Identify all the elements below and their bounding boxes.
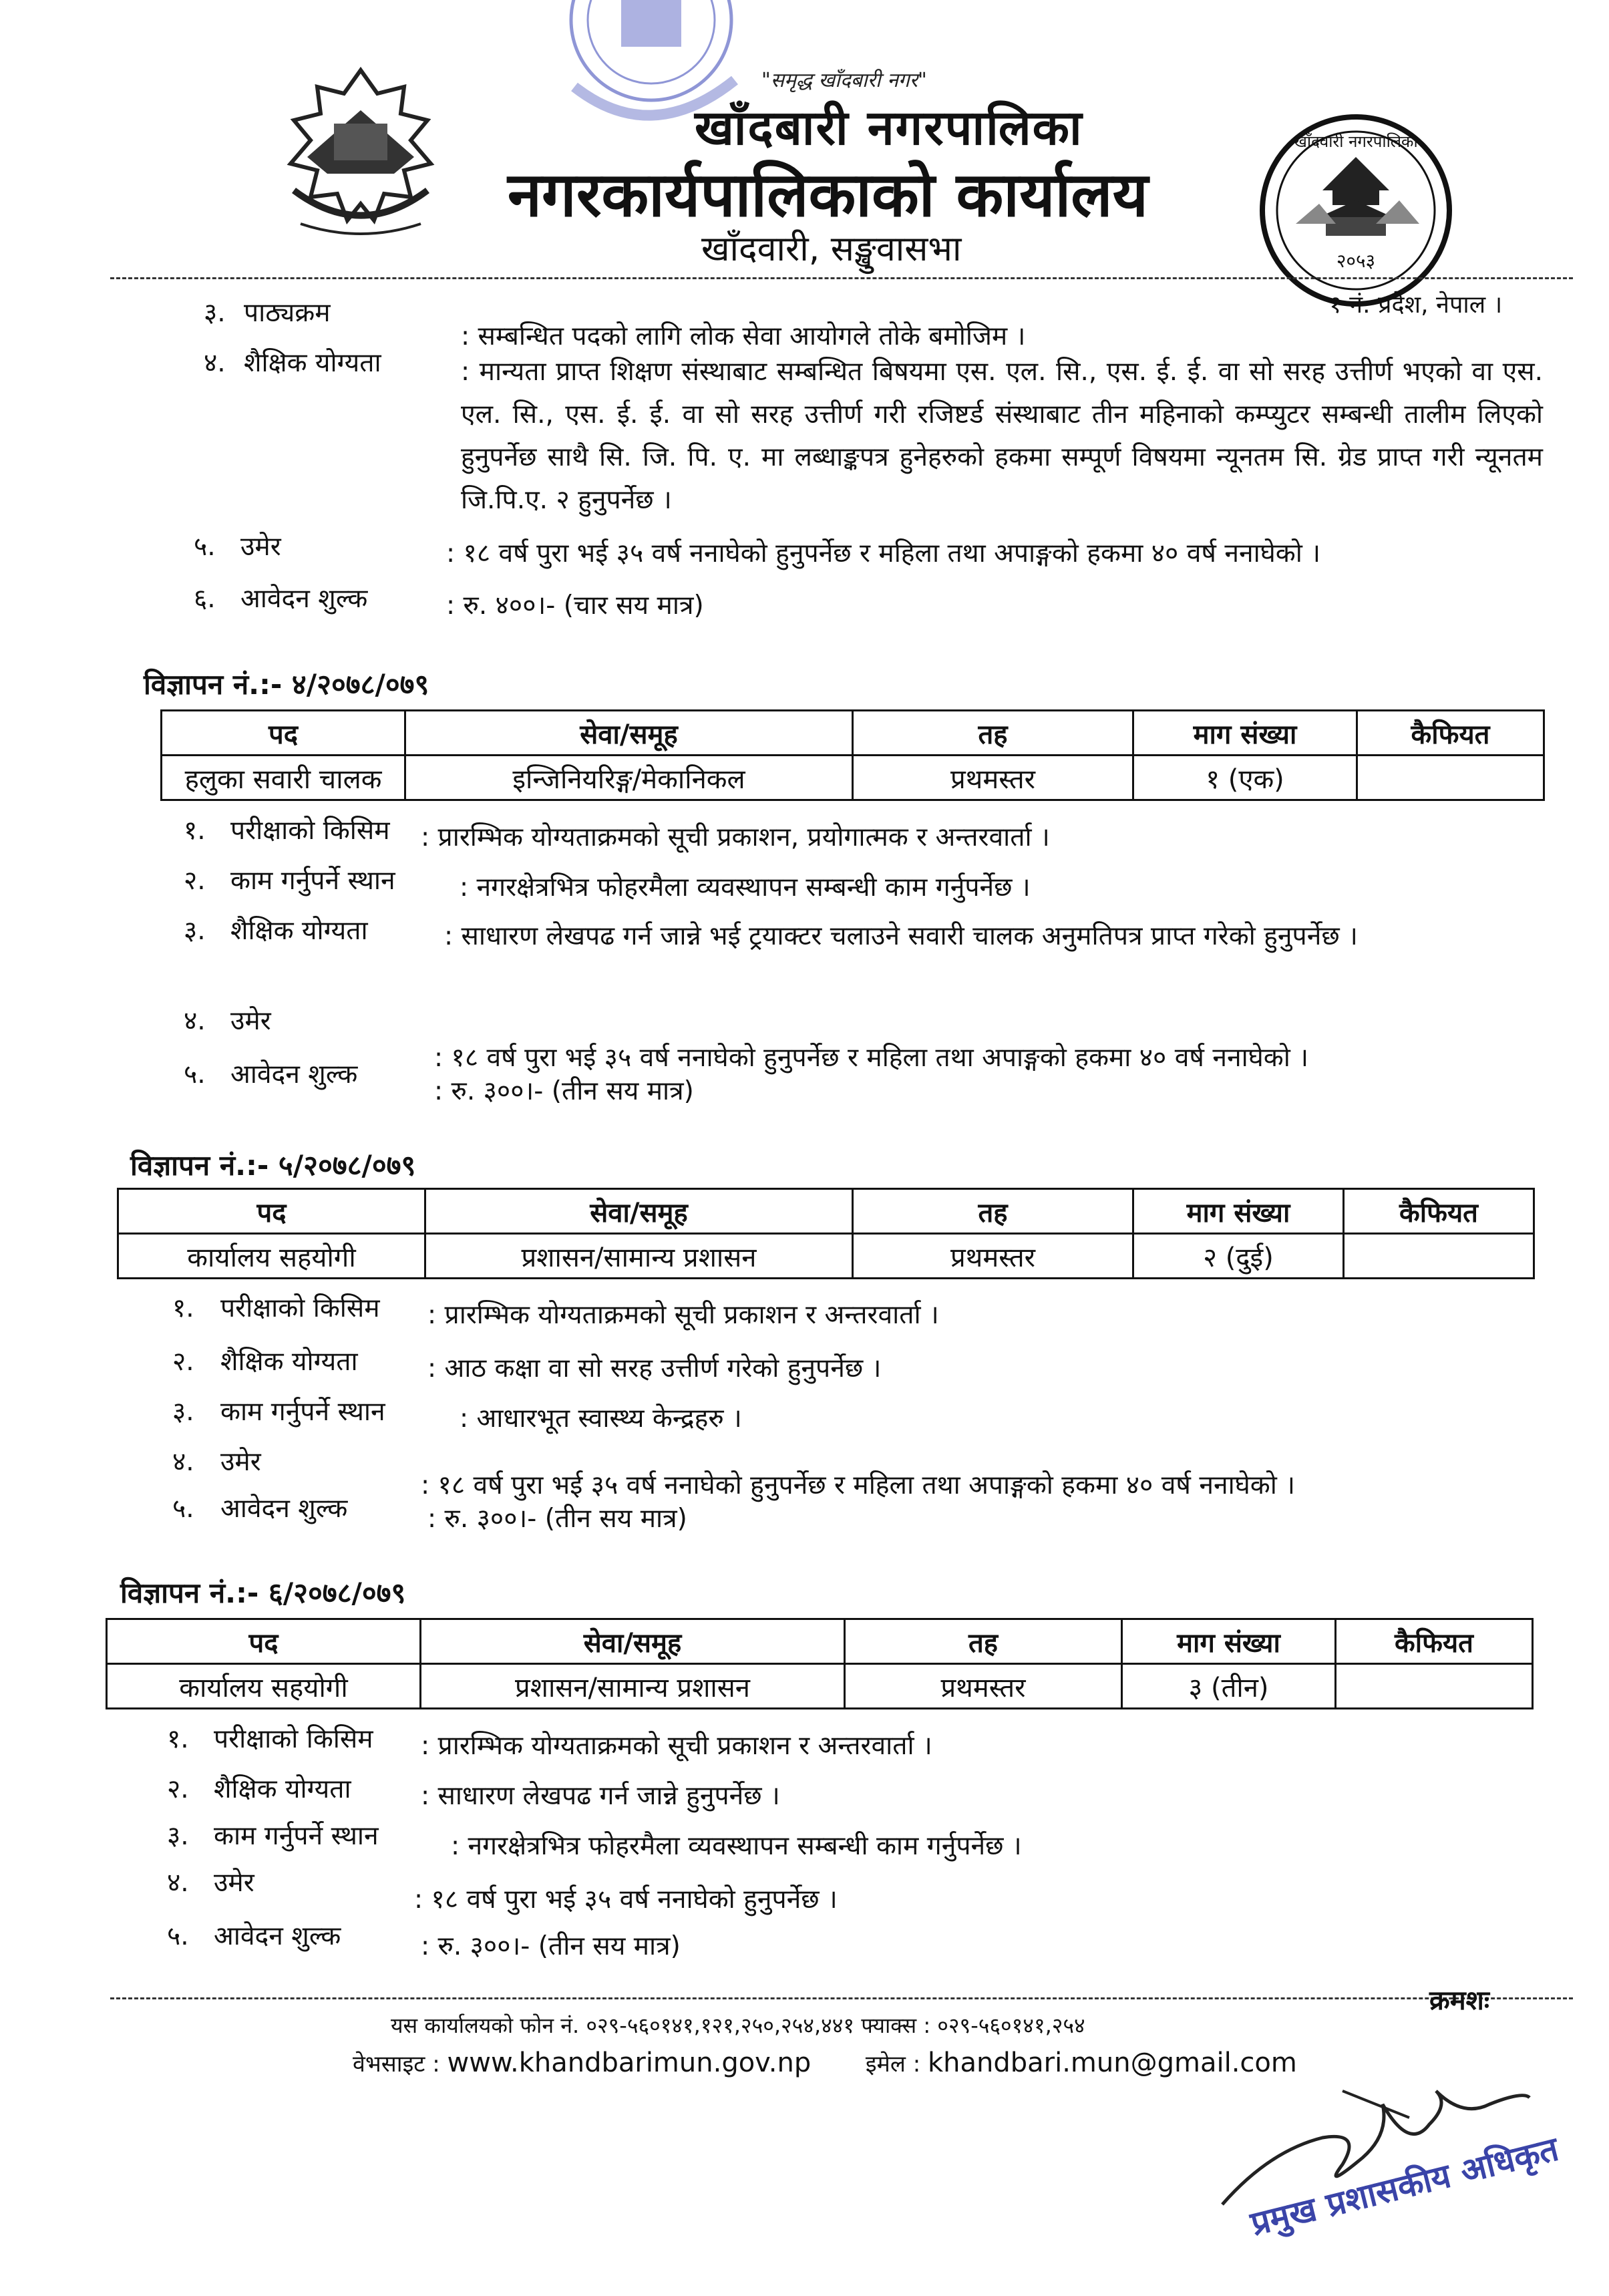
web-info: [353, 2047, 1297, 2078]
continued-label: क्रमशः: [1429, 1985, 1489, 2016]
item-label: आवेदन शुल्क: [230, 1059, 358, 1090]
header-demand-count: माग संख्या: [1133, 1189, 1344, 1234]
item-num: ३.: [204, 298, 226, 328]
item-value: : रु. ४००।- (चार सय मात्र): [446, 591, 704, 621]
item-value: : १८ वर्ष पुरा भई ३५ वर्ष ननाघेको हुनुपर्नेछ र महिला तथा अपाङ्गको हकमा ४० वर्ष ननाघेको ।: [421, 1470, 1296, 1500]
item-num: ५.: [184, 1059, 206, 1090]
item-value: : मान्यता प्राप्त शिक्षण संस्थाबाट सम्बन्धित बिषयमा एस. एल. सि., एस. ई. ई. वा सो सरह उत्तीर्ण भएको वा एस. एल. सि., एस. ई. ई. वा सो सरह उत्तीर्ण गरी रजिष्टर्ड संस्थाबाट तीन महिनाको कम्प्युटर सम्बन्धी तालीम लिएको हुनुपर्नेछ साथै सि. जि. पि. ए. मा लब्धाङ्कपत्र हुनेहरुको हकमा सम्पूर्ण विषयमा न्यूनतम सि. ग्रेड प्राप्त गरी न्यूनतम जि.पि.ए. २ हुनुपर्नेछ ।: [461, 357, 1543, 515]
header-post: पद: [118, 1189, 425, 1234]
item-value: : रु. ३००।- (तीन सय मात्र): [434, 1076, 694, 1106]
item-label: उमेर: [230, 1006, 271, 1036]
item-value: : रु. ३००।- (तीन सय मात्र): [427, 1504, 687, 1534]
table-header-row: [162, 711, 1544, 756]
item-label: उमेर: [214, 1868, 254, 1898]
header-level: तह: [853, 1189, 1133, 1234]
municipality-name: खाँदबारी नगरपालिका: [695, 100, 1083, 156]
item-label: आवेदन शुल्क: [220, 1494, 348, 1524]
item-label: पाठ्यक्रम: [244, 298, 331, 328]
cell-remarks: [1336, 1664, 1533, 1709]
item-value: : आधारभूत स्वास्थ्य केन्द्रहरु ।: [460, 1404, 742, 1434]
table-header-row: [107, 1619, 1533, 1664]
header-remarks: कैफियत: [1344, 1189, 1534, 1234]
logo-text: खाँदवारी नगरपालिका: [1294, 132, 1418, 151]
item-num: २.: [167, 1774, 189, 1804]
item-value: : साधारण लेखपढ गर्न जान्ने भई ट्रयाक्टर चलाउने सवारी चालक अनुमतिपत्र प्राप्त गरेको हुनुपर्नेछ ।: [444, 921, 1358, 951]
cell-service-group: इन्जिनियरिङ्ग/मेकानिकल: [405, 756, 853, 800]
advertisement-number: विज्ञापन नं.:- ४/२०७८/०७९: [144, 668, 429, 701]
header-divider: [110, 277, 1573, 279]
website-link[interactable]: www.khandbarimun.gov.np: [447, 2047, 812, 2078]
header-post: पद: [162, 711, 405, 756]
item-value: : नगरक्षेत्रभित्र फोहरमैला व्यवस्थापन सम्बन्धी काम गर्नुपर्नेछ ।: [460, 872, 1031, 903]
item-num: १.: [167, 1724, 189, 1754]
item-num: ३.: [184, 916, 206, 946]
header-demand-count: माग संख्या: [1122, 1619, 1336, 1664]
cell-level: प्रथमस्तर: [845, 1664, 1122, 1709]
table-row: [107, 1664, 1533, 1709]
logo-year: २०५३: [1336, 250, 1376, 272]
header-level: तह: [845, 1619, 1122, 1664]
header-demand-count: माग संख्या: [1133, 711, 1357, 756]
nepal-emblem-icon: [260, 57, 461, 251]
item-label: काम गर्नुपर्ने स्थान: [230, 866, 395, 896]
item-label: उमेर: [240, 532, 281, 562]
header-post: पद: [107, 1619, 421, 1664]
municipality-logo-icon: [1256, 110, 1456, 311]
advertisement-number: विज्ञापन नं.:- ५/२०७८/०७९: [130, 1149, 416, 1182]
item-num: ४.: [184, 1006, 206, 1036]
cell-service-group: प्रशासन/सामान्य प्रशासन: [425, 1234, 853, 1279]
email-label: इमेल :: [865, 2051, 921, 2078]
item-num: ६.: [194, 584, 216, 614]
item-label: परीक्षाको किसिम: [220, 1293, 380, 1323]
cell-post: हलुका सवारी चालक: [162, 756, 405, 800]
cell-level: प्रथमस्तर: [853, 756, 1133, 800]
cell-demand-count: १ (एक): [1133, 756, 1357, 800]
cell-post: कार्यालय सहयोगी: [107, 1664, 421, 1709]
cell-demand-count: २ (दुई): [1133, 1234, 1344, 1279]
item-value: : आठ कक्षा वा सो सरह उत्तीर्ण गरेको हुनुपर्नेछ ।: [427, 1353, 882, 1383]
header-service-group: सेवा/समूह: [425, 1189, 853, 1234]
item-label: परीक्षाको किसिम: [230, 816, 390, 846]
email-link[interactable]: khandbari.mun@gmail.com: [927, 2047, 1297, 2078]
municipality-slogan: "समृद्ध खाँदबारी नगर": [761, 69, 927, 92]
cell-demand-count: ३ (तीन): [1122, 1664, 1336, 1709]
advertisement-number: विज्ञापन नं.:- ६/२०७८/०७९: [120, 1577, 406, 1609]
item-value: : साधारण लेखपढ गर्न जान्ने हुनुपर्नेछ ।: [421, 1781, 780, 1811]
header-service-group: सेवा/समूह: [421, 1619, 845, 1664]
header-remarks: कैफियत: [1357, 711, 1544, 756]
cell-remarks: [1357, 756, 1544, 800]
office-location: खाँदवारी, सङ्खुवासभा: [701, 229, 962, 269]
cell-level: प्रथमस्तर: [853, 1234, 1133, 1279]
post-table: [117, 1188, 1535, 1279]
officer-title: प्रमुख प्रशासकीय अधिकृत: [1246, 2129, 1563, 2244]
item-label: काम गर्नुपर्ने स्थान: [214, 1821, 379, 1851]
item-num: ३.: [172, 1397, 194, 1427]
item-label: उमेर: [220, 1447, 261, 1477]
item-num: २.: [184, 866, 206, 896]
item-value: : प्रारम्भिक योग्यताक्रमको सूची प्रकाशन, प्रयोगात्मक र अन्तरवार्ता ।: [421, 822, 1050, 852]
item-label: शैक्षिक योग्यता: [230, 916, 368, 946]
item-num: २.: [172, 1347, 194, 1377]
item-value: : नगरक्षेत्रभित्र फोहरमैला व्यवस्थापन सम्बन्धी काम गर्नुपर्नेछ ।: [451, 1831, 1022, 1861]
item-label: शैक्षिक योग्यता: [244, 348, 381, 378]
footer-divider: [110, 1997, 1573, 1999]
post-table: [160, 709, 1545, 801]
item-label: आवेदन शुल्क: [214, 1921, 341, 1951]
item-label: शैक्षिक योग्यता: [220, 1347, 358, 1377]
item-value: : सम्बन्धित पदको लागि लोक सेवा आयोगले तोके बमोजिम ।: [461, 321, 1026, 351]
item-value: : रु. ३००।- (तीन सय मात्र): [421, 1931, 681, 1961]
item-num: ५.: [172, 1494, 194, 1524]
item-value: : १८ वर्ष पुरा भई ३५ वर्ष ननाघेको हुनुपर्नेछ ।: [414, 1884, 838, 1915]
header-remarks: कैफियत: [1336, 1619, 1533, 1664]
table-row: [162, 756, 1544, 800]
item-num: ५.: [167, 1921, 189, 1951]
cell-service-group: प्रशासन/सामान्य प्रशासन: [421, 1664, 845, 1709]
item-num: ३.: [167, 1821, 189, 1851]
item-value: : प्रारम्भिक योग्यताक्रमको सूची प्रकाशन र अन्तरवार्ता ।: [427, 1300, 939, 1330]
item-value: : १८ वर्ष पुरा भई ३५ वर्ष ननाघेको हुनुपर्नेछ र महिला तथा अपाङ्गको हकमा ४० वर्ष ननाघेको ।: [446, 538, 1321, 568]
item-num: १.: [184, 816, 206, 846]
item-num: ४.: [167, 1868, 189, 1898]
contact-info: यस कार्यालयको फोन नं. ०२९-५६०१४१,१२१,२५०,२५४,४४१ फ्याक्स : ०२९-५६०१४१,२५४: [391, 2013, 1085, 2038]
header-level: तह: [853, 711, 1133, 756]
cell-remarks: [1344, 1234, 1534, 1279]
item-label: काम गर्नुपर्ने स्थान: [220, 1397, 385, 1427]
item-num: ४.: [172, 1447, 194, 1477]
item-label: शैक्षिक योग्यता: [214, 1774, 351, 1804]
item-label: आवेदन शुल्क: [240, 584, 368, 614]
item-label: परीक्षाको किसिम: [214, 1724, 373, 1754]
province-label: १ नं. प्रदेश, नेपाल ।: [1329, 291, 1503, 319]
header-service-group: सेवा/समूह: [405, 711, 853, 756]
item-num: १.: [172, 1293, 194, 1323]
office-title: नगरकार्यपालिकाको कार्यालय: [508, 159, 1149, 230]
table-header-row: [118, 1189, 1534, 1234]
website-label: वेभसाइट :: [353, 2051, 440, 2078]
item-num: ४.: [204, 348, 226, 378]
cell-post: कार्यालय सहयोगी: [118, 1234, 425, 1279]
post-table: [106, 1618, 1534, 1709]
table-row: [118, 1234, 1534, 1279]
item-num: ५.: [194, 532, 216, 562]
item-value: : १८ वर्ष पुरा भई ३५ वर्ष ननाघेको हुनुपर्नेछ र महिला तथा अपाङ्गको हकमा ४० वर्ष ननाघेको ।: [434, 1043, 1309, 1073]
item-value: : प्रारम्भिक योग्यताक्रमको सूची प्रकाशन र अन्तरवार्ता ।: [421, 1731, 932, 1761]
